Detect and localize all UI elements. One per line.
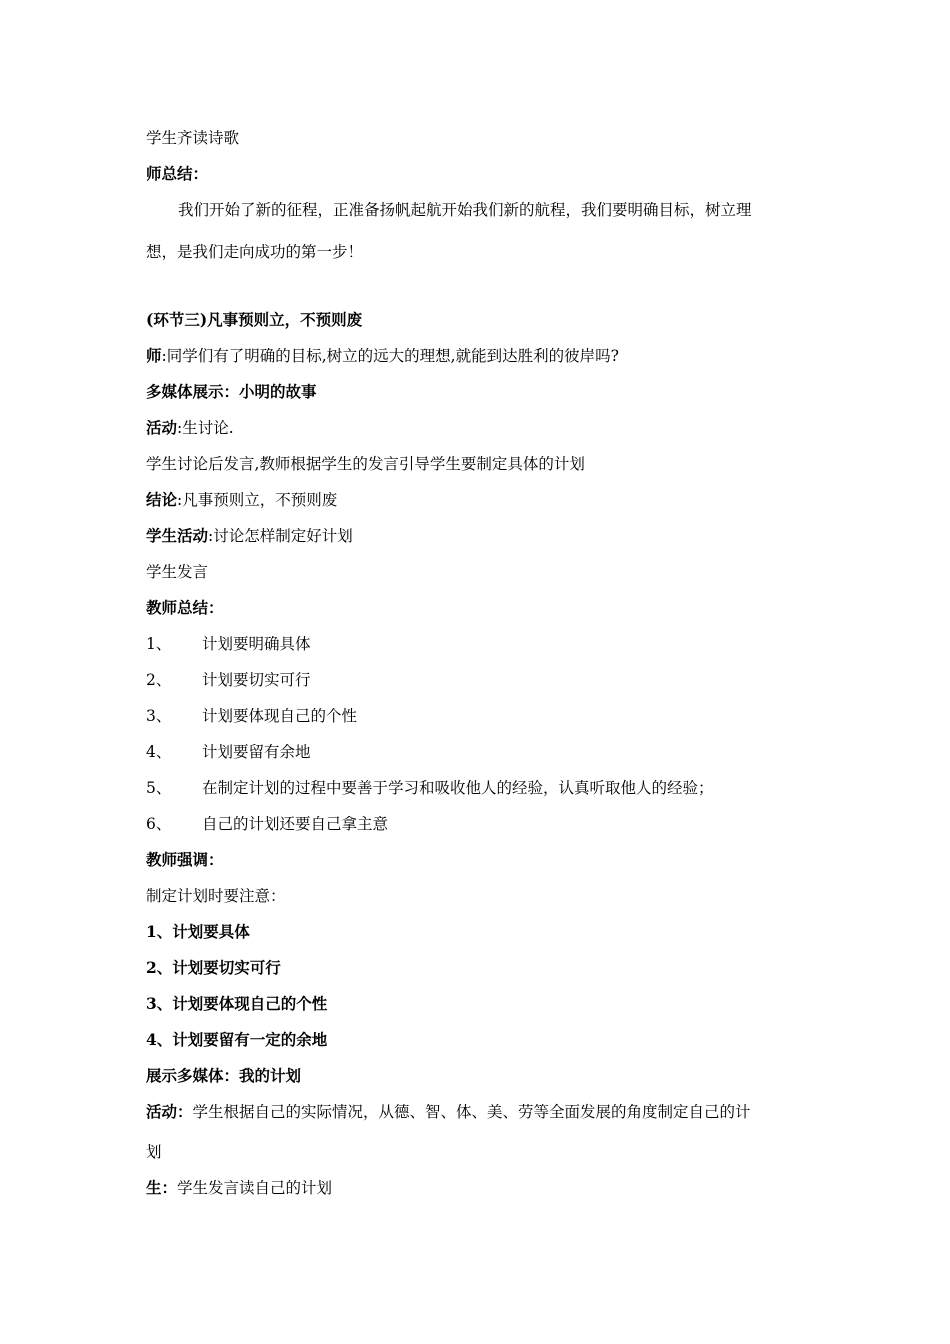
- paragraph: 想，是我们走向成功的第一步！: [146, 243, 364, 261]
- label: 结论: [146, 490, 178, 509]
- list-item: 3、 计划要体现自己的个性: [146, 707, 358, 725]
- list-item: 2、计划要切实可行: [146, 958, 281, 977]
- paragraph: 学生讨论后发言,教师根据学生的发言引导学生要制定具体的计划: [146, 455, 585, 473]
- label: 师: [146, 346, 162, 365]
- paragraph: [146, 418, 234, 438]
- paragraph: 学生发言: [146, 563, 209, 581]
- paragraph: 学生齐读诗歌: [146, 129, 240, 147]
- list-item: 3、计划要体现自己的个性: [146, 994, 328, 1013]
- list-item: 1、计划要具体: [146, 922, 250, 941]
- heading: 多媒体展示：小明的故事: [146, 382, 317, 401]
- text: 学生发言读自己的计划: [177, 1179, 333, 1197]
- text: :讨论怎样制定好计划: [208, 527, 353, 545]
- paragraph: 划: [146, 1143, 162, 1161]
- list-item: 2、 计划要切实可行: [146, 671, 311, 689]
- paragraph: [146, 526, 353, 546]
- list-item: 1、 计划要明确具体: [146, 635, 311, 653]
- paragraph: [146, 1178, 332, 1198]
- heading: 教师强调：: [146, 850, 224, 869]
- paragraph: 制定计划时要注意：: [146, 887, 286, 905]
- paragraph: [146, 490, 337, 510]
- list-item: 5、 在制定计划的过程中要善于学习和吸收他人的经验，认真听取他人的经验；: [146, 779, 714, 797]
- label: 活动: [146, 418, 178, 437]
- text: :生讨论.: [177, 419, 234, 437]
- list-item: 4、计划要留有一定的余地: [146, 1030, 328, 1049]
- paragraph: 我们开始了新的征程，正准备扬帆起航开始我们新的航程，我们要明确目标，树立理: [178, 201, 752, 219]
- heading: 师总结：: [146, 164, 209, 183]
- label: 生：: [146, 1178, 178, 1197]
- section-heading: (环节三)凡事预则立，不预则废: [146, 310, 363, 329]
- paragraph: [146, 346, 619, 366]
- text: :凡事预则立，不预则废: [177, 491, 338, 509]
- label: 学生活动: [146, 526, 209, 545]
- text: 学生根据自己的实际情况，从德、智、体、美、劳等全面发展的角度制定自己的计: [192, 1103, 751, 1121]
- heading: 展示多媒体：我的计划: [146, 1066, 302, 1085]
- list-item: 6、 自己的计划还要自己拿主意: [146, 815, 389, 833]
- text: :同学们有了明确的目标,树立的远大的理想,就能到达胜利的彼岸吗?: [161, 347, 619, 365]
- list-item: 4、 计划要留有余地: [146, 743, 311, 761]
- paragraph: [146, 1102, 751, 1122]
- label: 活动：: [146, 1102, 193, 1121]
- heading: 教师总结：: [146, 598, 224, 617]
